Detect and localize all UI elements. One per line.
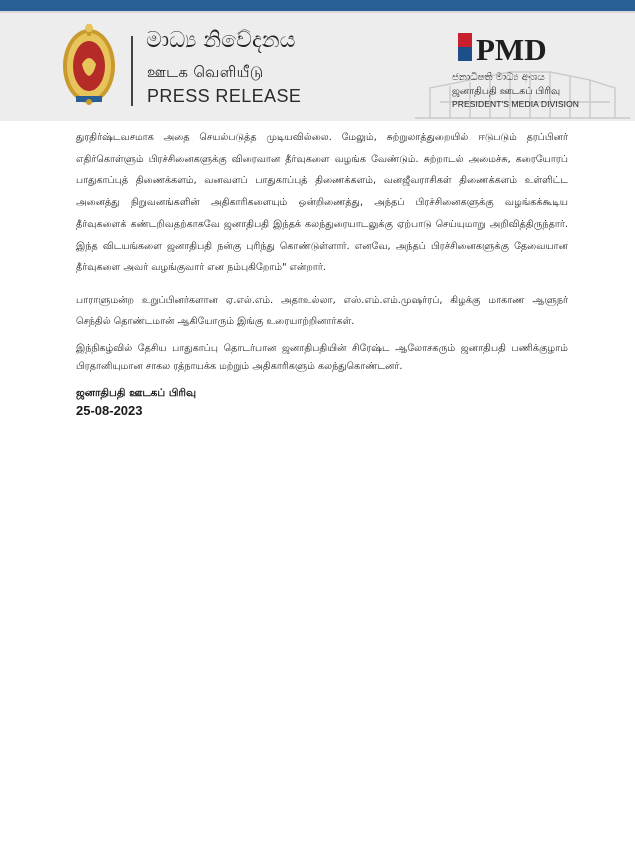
body-paragraph-1: துரதிர்ஷ்டவசமாக அதை செயல்படுத்த முடியவில்லை. மேலும், சுற்றுலாத்துறையில் ஈடுபடும் தரப்பினர் எதிர்கொள்ளும் பிரச்சினைகளுக்கு விரைவான தீர்வுகளை வழங்க வேண்டும். சுற்றாடல் அமைச்சு, கரையோரப் பாதுகாப்புத் திணைக்களம், வனவளப் பாதுகாப்புத் திணைக்களம், வனஜீவராசிகள் திணைக்களம் உள்ளிட்ட அனைத்து நிறுவனங்களின் அதிகாரிகளையும் ஒன்றிணைத்து, அந்தப் பிரச்சினைகளுக்கு வழங்கக்கூடிய தீர்வுகளைக் கண்டறிவதற்காகவே ஜனாதிபதி இந்தக் கலந்துரையாடலுக்கு ஏற்பாடு செய்யுமாறு அறிவித்திருந்தார். இந்த விடயங்களை ஜனாதிபதி நன்கு புரிந்து கொண்டுள்ளார். எனவே, அந்தப் பிரச்சினைகளுக்கு தேவையான தீர்வுகளை அவர் வழங்குவார் என நம்புகிறோம்" என்றார்.	[76, 132, 568, 274]
signature-date: 25-08-2023	[76, 402, 143, 418]
title-sinhala: මාධ්‍ය නිවේදනය	[146, 28, 296, 53]
top-color-bar	[0, 0, 635, 11]
signature-division: ஜனாதிபதி ஊடகப் பிரிவு	[76, 386, 197, 399]
press-release-body	[76, 127, 568, 420]
pmd-english-name: PRESIDENT'S MEDIA DIVISION	[452, 99, 580, 109]
pmd-logo	[458, 30, 582, 64]
title-tamil: ஊடக வெளியீடு	[147, 63, 264, 81]
body-paragraph-3: இந்நிகழ்வில் தேசிய பாதுகாப்பு தொடர்பான ஜனாதிபதியின் சிரேஷ்ட ஆலோசகரும் ஜனாதிபதி பணிக்குழாம் பிரதானியுமான சாகல ரத்நாயக்க மற்றும் அதிகாரிகளும் கலந்துகொண்டனர்.	[76, 343, 568, 372]
pmd-sinhala-name: ජනාධිපති මාධ්‍ය අංශය	[452, 72, 545, 83]
sri-lanka-emblem-icon	[60, 22, 118, 108]
pmd-tamil-name: ஜனாதிபதி ஊடகப் பிரிவு	[452, 86, 561, 97]
pmd-logo-text: PMD	[476, 32, 547, 64]
header-divider	[131, 36, 133, 106]
title-english: PRESS RELEASE	[147, 86, 302, 106]
body-paragraph-2: பாராளுமன்ற உறுப்பினர்களான ஏ.எல்.எம். அதாஉல்லா, எஸ்.எம்.எம்.முஷர்ரப், கிழக்கு மாகாண ஆளுநர் செந்தில் தொண்டமான் ஆகியோரும் இங்கு உரையாற்றினார்கள்.	[76, 294, 568, 327]
